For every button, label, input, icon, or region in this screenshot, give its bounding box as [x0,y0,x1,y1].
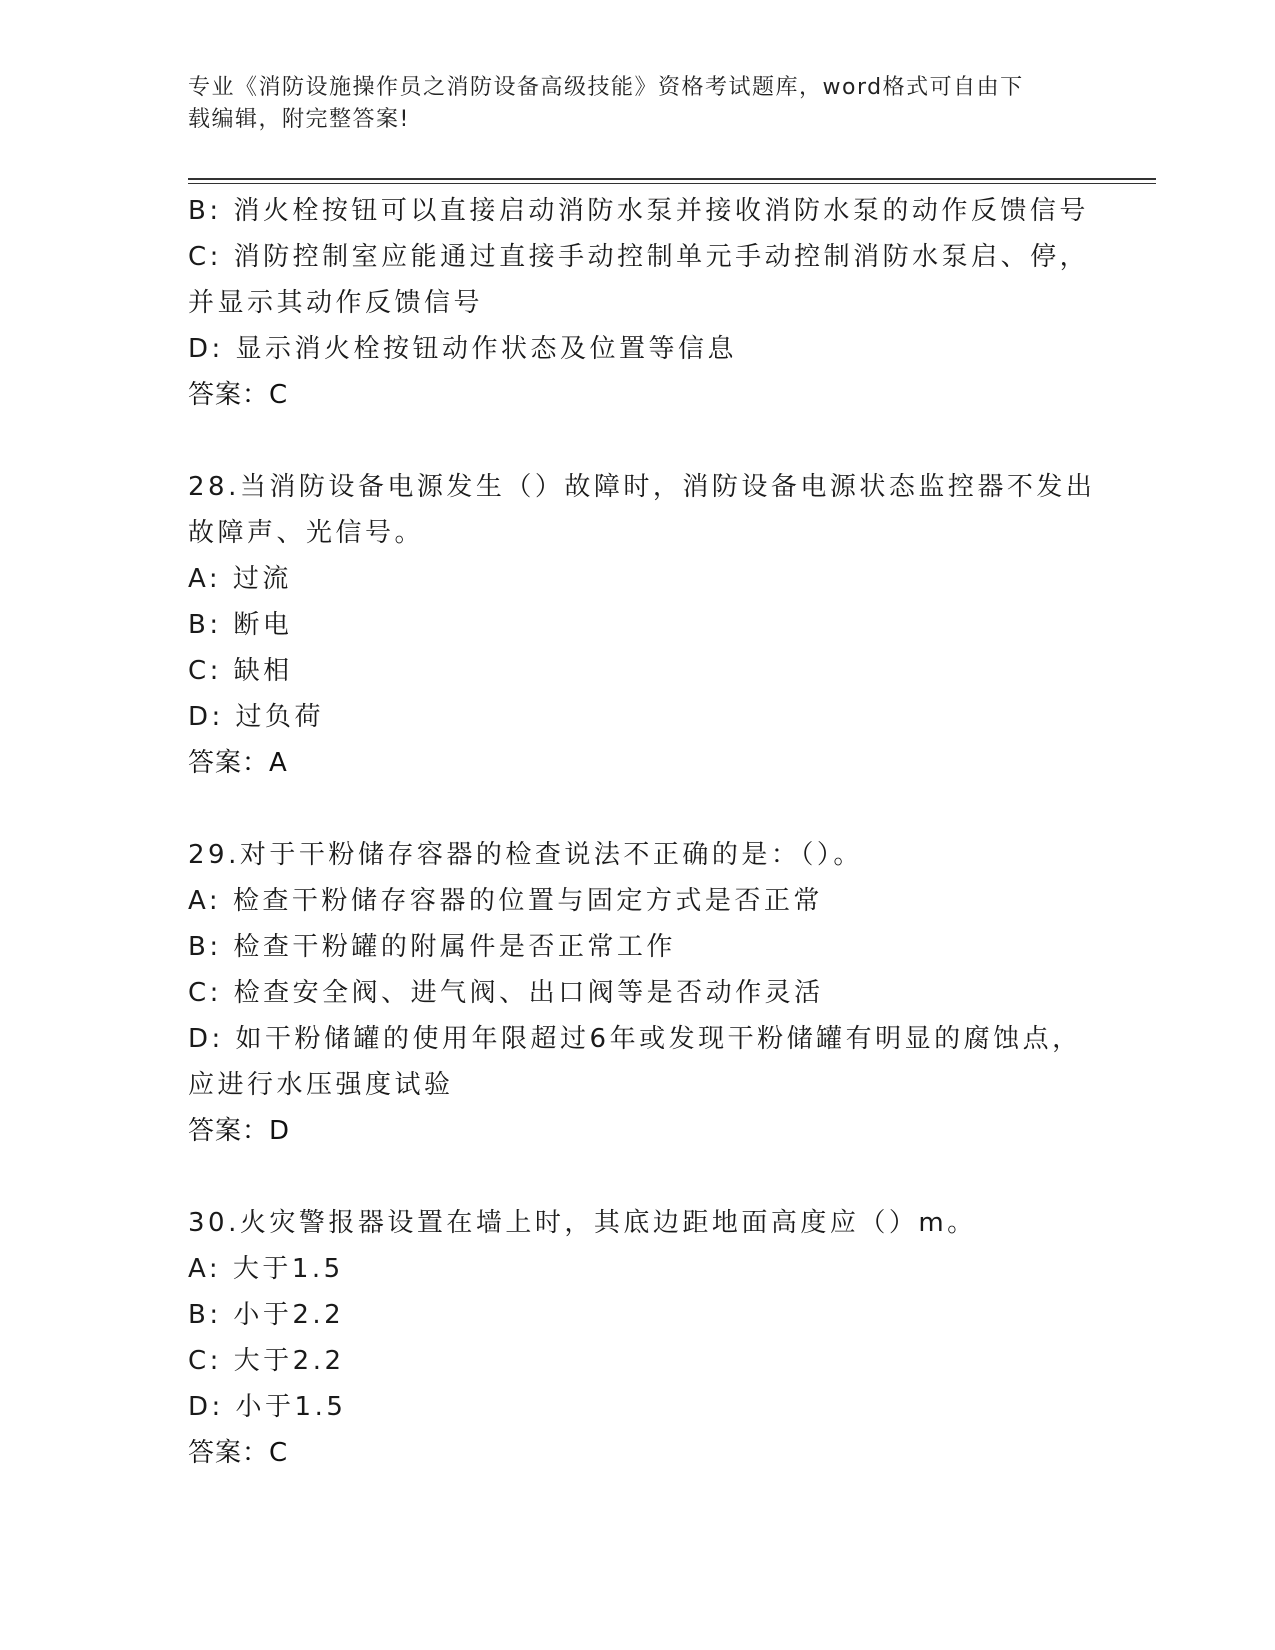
question-27-tail [188,188,1088,418]
option-b: B: 断电 [188,610,293,640]
option-b: B: 检查干粉罐的附属件是否正常工作 [188,932,676,962]
option-d: D: 小于1.5 [188,1392,347,1422]
option-c-line-1: C: 消防控制室应能通过直接手动控制单元手动控制消防水泵启、停， [188,242,1090,272]
document-header [188,72,1088,136]
spacer [188,1154,1088,1200]
spacer [188,786,1088,832]
answer-line: 答案：A [188,748,288,778]
header-line-1: 专业《消防设施操作员之消防设备高级技能》资格考试题库，word格式可自由下 [188,75,1024,100]
option-b: B: 小于2.2 [188,1300,345,1330]
question-stem-line-1: 30.火灾警报器设置在墙上时，其底边距地面高度应（）m。 [188,1208,977,1238]
question-28 [188,464,1096,786]
option-d: D: 显示消火栓按钮动作状态及位置等信息 [188,334,738,364]
answer-line: 答案：D [188,1116,291,1146]
option-d: D: 过负荷 [188,702,325,732]
answer-line: 答案：C [188,380,289,410]
option-b: B: 消火栓按钮可以直接启动消防水泵并接收消防水泵的动作反馈信号 [188,196,1089,226]
header-divider-thin [188,183,1156,184]
option-a: A: 过流 [188,564,292,594]
option-c: C: 检查安全阀、进气阀、出口阀等是否动作灵活 [188,978,824,1008]
spacer [188,418,1088,464]
option-c-line-2: 并显示其动作反馈信号 [188,288,484,318]
option-c: C: 缺相 [188,656,293,686]
question-stem-line-2: 故障声、光信号。 [188,518,425,548]
option-a: A: 大于1.5 [188,1254,344,1284]
question-29 [188,832,1088,1154]
option-a: A: 检查干粉储存容器的位置与固定方式是否正常 [188,886,823,916]
option-d-line-2: 应进行水压强度试验 [188,1070,454,1100]
header-line-2: 载编辑，附完整答案! [188,107,410,132]
option-c: C: 大于2.2 [188,1346,345,1376]
answer-line: 答案：C [188,1438,289,1468]
question-list [188,188,1096,1476]
question-stem-line-1: 28.当消防设备电源发生（）故障时，消防设备电源状态监控器不发出 [188,472,1096,502]
option-d-line-1: D: 如干粉储罐的使用年限超过6年或发现干粉储罐有明显的腐蚀点， [188,1024,1082,1054]
question-30 [188,1200,1088,1476]
header-divider-thick [188,178,1156,180]
question-stem-line-1: 29.对于干粉储存容器的检查说法不正确的是：（）。 [188,840,863,870]
